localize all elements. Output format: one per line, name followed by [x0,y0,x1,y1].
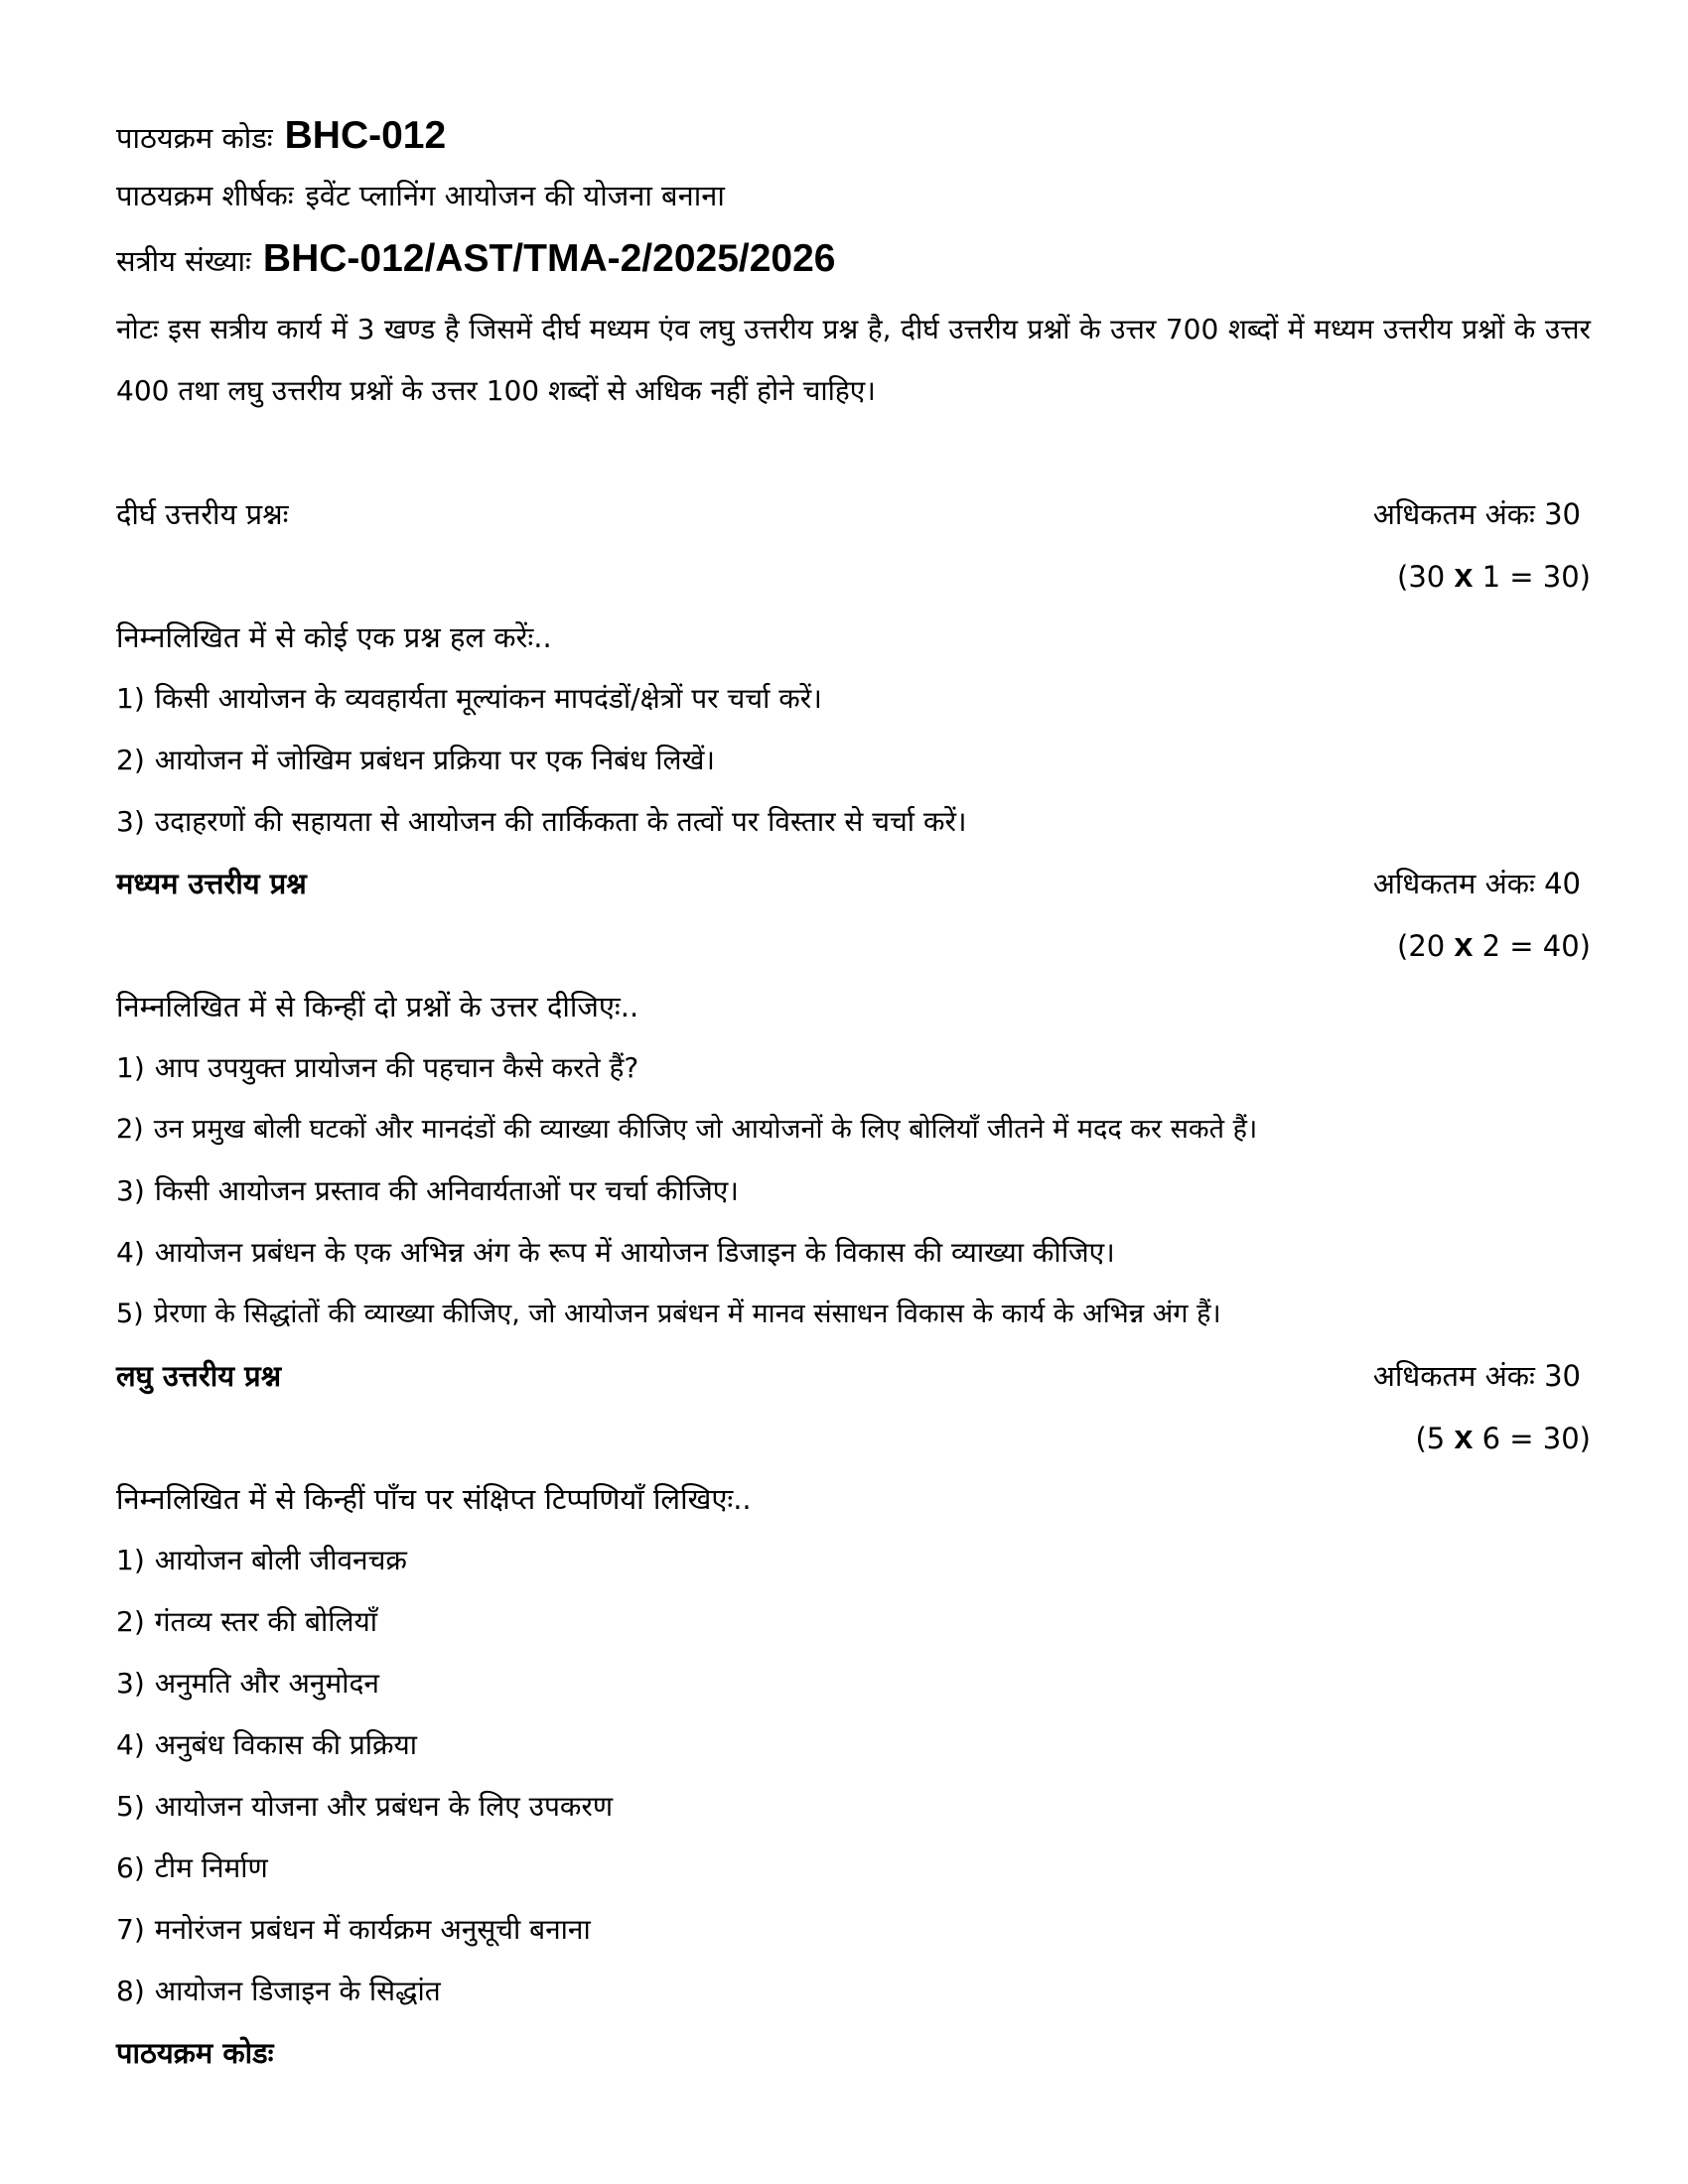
question-text: आयोजन में जोखिम प्रबंधन प्रक्रिया पर एक निबंध लिखें। [154,744,716,776]
course-title-row [116,176,1591,237]
question-text: टीम निर्माण [154,1851,268,1884]
question-item [116,1653,1591,1714]
section-long-answer [116,483,1591,853]
section-title: दीर्घ उत्तरीय प्रश्नः [116,497,289,531]
calc-multiply: x [1454,1419,1474,1456]
question-item [116,1530,1591,1591]
section-instruction: निम्नलिखित में से किन्हीं पाँच पर संक्षिप्त टिप्पणियाँ लिखिएः.. [116,1482,752,1516]
max-marks: अधिकतम अंकः 30 [1372,1359,1581,1393]
question-number: 7) [116,1913,145,1946]
question-text: उन प्रमुख बोली घटकों और मानदंडों की व्याख्या कीजिए जो आयोजनों के लिए बोलियाँ जीतने में मदद कर सकते हैं। [153,1114,1258,1145]
question-text: आयोजन योजना और प्रबंधन के लिए उपकरण [154,1790,614,1823]
section-title: मध्यम उत्तरीय प्रश्न [116,867,307,900]
section-header [116,853,1591,914]
marks-calculation [116,545,1591,607]
question-text: प्रेरणा के सिद्धांतों की व्याख्या कीजिए, जो आयोजन प्रबंधन में मानव संसाधन विकास के कार्य के अभिन्न अंग हैं। [153,1298,1221,1329]
section-header [116,1345,1591,1407]
question-number: 1) [116,1544,145,1576]
question-number: 1) [116,682,145,715]
question-item [116,1099,1591,1160]
question-item [116,1591,1591,1653]
calc-multiply: x [1454,926,1474,964]
question-item [116,668,1591,730]
question-number: 5) [116,1790,145,1823]
question-number: 3) [116,805,145,838]
question-number: 5) [116,1298,144,1329]
question-item [116,730,1591,791]
course-code: BHC-012 [284,114,447,157]
assignment-code-row [116,237,1591,299]
question-text: आयोजन बोली जीवनचक्र [154,1544,407,1576]
calc-right: 6 = 30) [1481,1422,1591,1455]
question-number: 2) [116,1605,145,1638]
course-code-label: पाठयक्रम कोडः [116,121,273,155]
section-short-answer [116,1345,1591,2022]
question-item [116,1222,1591,1284]
question-item [116,1037,1591,1099]
question-text: अनुबंध विकास की प्रक्रिया [154,1728,418,1761]
question-text: अनुमति और अनुमोदन [154,1667,379,1700]
question-item [116,791,1591,853]
note-paragraph: नोटः इस सत्रीय कार्य में 3 खण्ड है जिसमें दीर्घ मध्यम एंव लघु उत्तरीय प्रश्न है, दीर्घ उत्तरीय प्रश्नों के उत्तर 700 शब्दों में मध्यम उत्तरीय प्रश्नों के उत्तर 400 तथा लघु उत्तरीय प्रश्नों के उत्तर 100 शब्दों से अधिक नहीं होने चाहिए। [116,313,1591,407]
question-item [116,1838,1591,1899]
question-number: 2) [116,744,145,776]
calc-left: (20 [1397,929,1446,963]
question-text: आयोजन प्रबंधन के एक अभिन्न अंग के रूप में आयोजन डिजाइन के विकास की व्याख्या कीजिए। [154,1236,1115,1269]
question-number: 3) [116,1174,145,1207]
question-number: 1) [116,1051,145,1084]
question-text: मनोरंजन प्रबंधन में कार्यक्रम अनुसूची बनाना [154,1913,591,1946]
question-text: किसी आयोजन के व्यवहार्यता मूल्यांकन मापदंडों/क्षेत्रों पर चर्चा करें। [154,682,822,715]
question-item [116,1714,1591,1776]
question-item [116,1961,1591,2022]
section-instruction: निम्नलिखित में से किन्हीं दो प्रश्नों के उत्तर दीजिएः.. [116,990,639,1024]
calc-left: (5 [1415,1422,1446,1455]
question-item [116,1899,1591,1961]
question-item [116,1776,1591,1838]
max-marks: अधिकतम अंकः 30 [1372,497,1581,531]
question-text: आयोजन डिजाइन के सिद्धांत [154,1975,441,2007]
course-title: इवेंट प्लानिंग आयोजन की योजना बनाना [305,179,725,212]
section-instruction: निम्नलिखित में से कोई एक प्रश्न हल करेंः.. [116,620,552,654]
question-number: 6) [116,1851,145,1884]
course-code-row [116,114,1591,176]
calc-multiply: x [1454,557,1474,595]
question-number: 8) [116,1975,145,2007]
course-title-label: पाठयक्रम शीर्षकः [116,179,294,212]
question-text: उदाहरणों की सहायता से आयोजन की तार्किकता के तत्वों पर विस्तार से चर्चा करें। [154,805,967,838]
question-number: 3) [116,1667,145,1700]
marks-calculation [116,914,1591,976]
max-marks: अधिकतम अंकः 40 [1372,867,1581,900]
assignment-code-label: सत्रीय संख्याः [116,244,251,278]
calc-right: 1 = 30) [1481,560,1591,594]
spacer [116,422,1591,483]
section-header [116,483,1591,545]
footer-course-code-label: पाठयक्रम कोडः [116,2036,274,2070]
question-number: 4) [116,1236,145,1269]
calc-right: 2 = 40) [1481,929,1591,963]
section-medium-answer [116,853,1591,1345]
question-text: गंतव्य स्तर की बोलियाँ [154,1605,378,1638]
question-number: 4) [116,1728,145,1761]
assignment-code: BHC-012/AST/TMA-2/2025/2026 [262,237,836,280]
question-text: आप उपयुक्त प्रायोजन की पहचान कैसे करते हैं? [154,1051,639,1084]
marks-calculation [116,1407,1591,1468]
section-title: लघु उत्तरीय प्रश्न [116,1359,282,1393]
question-number: 2) [116,1114,144,1145]
assignment-page [116,114,1591,2084]
question-item [116,1284,1591,1345]
question-text: किसी आयोजन प्रस्ताव की अनिवार्यताओं पर चर्चा कीजिए। [154,1174,739,1207]
question-item [116,1160,1591,1222]
calc-left: (30 [1397,560,1446,594]
